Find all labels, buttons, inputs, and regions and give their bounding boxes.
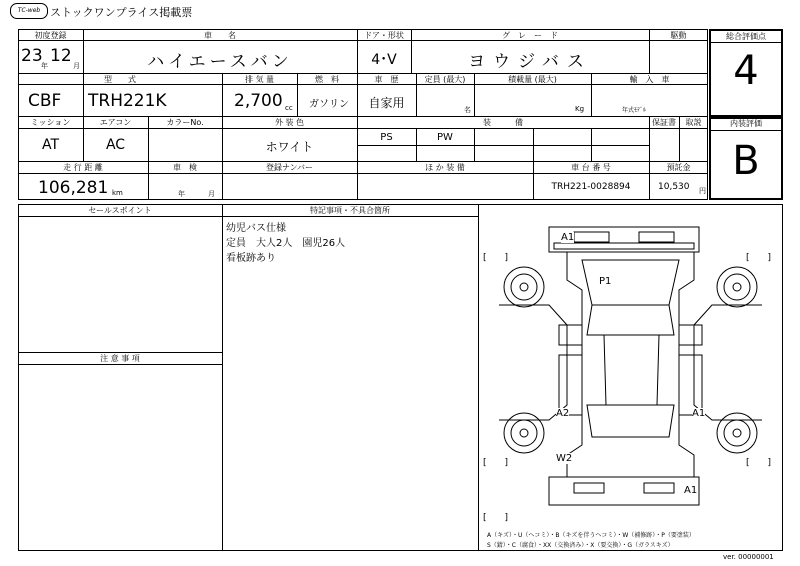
mileage-label: 走 行 距 離 xyxy=(63,163,103,172)
insp-month-unit: 月 xyxy=(208,190,215,198)
model-code: TRH221K xyxy=(88,91,167,111)
import-note: 年式ﾓﾃﾞﾙ xyxy=(622,107,647,114)
drive-label: 駆動 xyxy=(670,31,687,40)
deposit-label: 預託金 xyxy=(666,163,691,172)
deposit: 10,530 xyxy=(658,182,690,192)
import-label: 輸 入 車 xyxy=(629,75,670,84)
displacement: 2,700 xyxy=(234,91,283,111)
model: CBF xyxy=(28,91,62,111)
equipment-label: 装 備 xyxy=(483,118,523,127)
car-name-label: 車 名 xyxy=(204,31,236,40)
page-title: ストックワンプライス掲載票 xyxy=(50,6,193,19)
legend-line-1: A（キズ）・U（ヘコミ）・B（キズを伴うヘコミ）・W（補修跡）・P（要塗装） xyxy=(487,532,695,539)
load-label: 積載量 (最大) xyxy=(508,75,557,84)
vehicle-diagram xyxy=(479,205,782,530)
remarks-line-2: 定員 大人2人 園児26人 xyxy=(226,238,346,249)
remarks-line-1: 幼児バス仕様 xyxy=(226,223,286,234)
door-shape: 4･V xyxy=(371,52,397,68)
legend-line-2: S（錆）・C（腐食）・XX（交換済み）・X（要交換）・G（ガラスキズ） xyxy=(487,542,674,549)
fuel-label: 燃 料 xyxy=(315,75,339,84)
sales-points-label: セールスポイント xyxy=(88,206,152,215)
notes-label: 注 意 事 項 xyxy=(100,354,140,363)
mark-a1-front: A1 xyxy=(561,232,575,243)
mark-a1-rear: A1 xyxy=(684,485,698,496)
bracket-front-left: [ ] xyxy=(483,253,509,263)
remarks-label: 特記事項・不具合箇所 xyxy=(310,206,390,215)
mark-a2-left: A2 xyxy=(556,408,570,419)
grade: ヨウジバス xyxy=(468,52,592,72)
mark-p1-hood: P1 xyxy=(599,276,612,287)
mark-w2-rear: W2 xyxy=(556,453,573,464)
first-reg-month: 12 xyxy=(50,46,72,66)
aircon-label: エアコン xyxy=(99,118,132,127)
mark-a1-right: A1 xyxy=(692,408,706,419)
car-name: ハイエースバン xyxy=(147,52,293,72)
first-reg-year-unit: 年 xyxy=(41,62,48,70)
color-no-label: カラーNo. xyxy=(166,118,204,127)
first-reg-label: 初度登録 xyxy=(34,31,67,40)
capacity-label: 定員 (最大) xyxy=(424,75,466,84)
category: 自家用 xyxy=(368,96,405,110)
reg-number-label: 登録ナンバー xyxy=(265,163,314,172)
inspection-label: 車 検 xyxy=(173,163,197,172)
fuel: ガソリン xyxy=(309,99,349,110)
capacity-unit: 名 xyxy=(464,106,471,114)
warranty-label: 保証書 xyxy=(652,118,676,127)
mission: AT xyxy=(41,137,60,153)
bracket-rear-left: [ ] xyxy=(483,458,509,468)
deposit-unit: 円 xyxy=(699,187,706,195)
first-reg-month-unit: 月 xyxy=(73,62,80,70)
bracket-bottom: [ ] xyxy=(483,513,509,523)
chassis-no-label: 車 台 番 号 xyxy=(571,163,611,172)
aircon: AC xyxy=(105,137,126,153)
first-reg-year: 23 xyxy=(21,46,43,66)
other-equipment-label: ほ か 装 備 xyxy=(425,163,465,172)
insp-year-unit: 年 xyxy=(178,190,185,198)
mileage-unit: km xyxy=(112,189,123,197)
category-label: 車 歴 xyxy=(374,75,399,84)
interior-score-label: 内装評価 xyxy=(730,119,762,128)
ext-color: ホワイト xyxy=(265,140,314,154)
interior-score: B xyxy=(732,138,760,184)
version: ver. 00000001 xyxy=(723,553,774,561)
overall-score-label: 総合評価点 xyxy=(726,32,766,41)
overall-score: 4 xyxy=(733,48,759,94)
logo: TC-web xyxy=(10,3,48,19)
door-shape-label: ドア・形状 xyxy=(364,31,404,40)
remarks-line-3: 看板跡あり xyxy=(226,253,276,264)
bracket-front-right: [ ] xyxy=(746,253,772,263)
model-label: 型 式 xyxy=(104,75,136,84)
bracket-rear-right: [ ] xyxy=(746,458,772,468)
displacement-label: 排 気 量 xyxy=(244,75,275,84)
manual-label: 取説 xyxy=(685,118,702,127)
mission-label: ミッション xyxy=(30,118,71,127)
grade-label: グ レ ー ド xyxy=(502,31,558,40)
displacement-unit: cc xyxy=(285,104,293,112)
ext-color-label: 外 装 色 xyxy=(274,118,305,127)
chassis-no: TRH221-0028894 xyxy=(551,182,631,192)
equip-ps: PS xyxy=(380,132,393,143)
load-unit: Kg xyxy=(575,105,585,113)
mileage: 106,281 xyxy=(38,178,109,198)
equip-pw: PW xyxy=(437,132,453,143)
